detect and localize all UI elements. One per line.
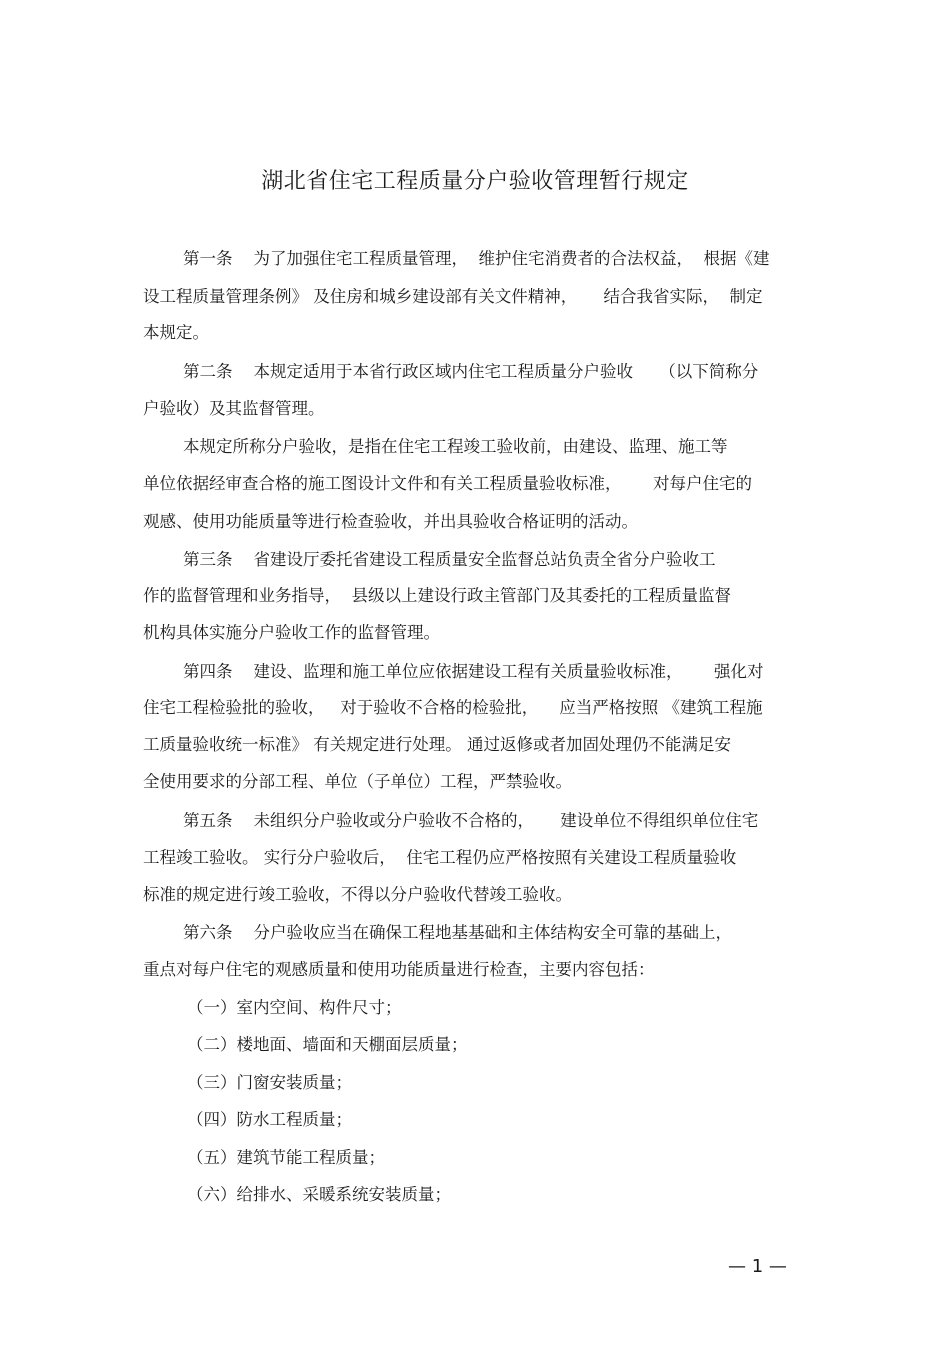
text-line: 作的监督管理和业务指导， 县级以上建设行政主管部门及其委托的工程质量监督 bbox=[143, 586, 731, 605]
list-item: （三）门窗安装质量； bbox=[187, 1073, 352, 1092]
text-line: 重点对每户住宅的观感质量和使用功能质量进行检查，主要内容包括： bbox=[143, 960, 655, 979]
text-line: 第二条 本规定适用于本省行政区域内住宅工程质量分户验收 （以下简称分 bbox=[183, 362, 759, 381]
text-line: 本规定所称分户验收，是指在住宅工程竣工验收前，由建设、监理、施工等 bbox=[183, 437, 728, 456]
text-line: 第六条 分户验收应当在确保工程地基基础和主体结构安全可靠的基础上， bbox=[183, 923, 732, 942]
text-line: 第一条 为了加强住宅工程质量管理， 维护住宅消费者的合法权益， 根据《建 bbox=[183, 249, 770, 268]
text-line: 本规定。 bbox=[143, 323, 209, 342]
text-line: 机构具体实施分户验收工作的监督管理。 bbox=[143, 623, 440, 642]
text-line: 单位依据经审查合格的施工图设计文件和有关工程质量验收标准， 对每户住宅的 bbox=[143, 474, 752, 493]
text-line: 观感、使用功能质量等进行检查验收，并出具验收合格证明的活动。 bbox=[143, 512, 638, 531]
text-line: 设工程质量管理条例》 及住房和城乡建设部有关文件精神， 结合我省实际， 制定 bbox=[143, 287, 763, 306]
document-title: 湖北省住宅工程质量分户验收管理暂行规定 bbox=[261, 169, 689, 194]
text-line: 第五条 未组织分户验收或分户验收不合格的， 建设单位不得组织单位住宅 bbox=[183, 811, 759, 830]
list-item: （四）防水工程质量； bbox=[187, 1110, 352, 1129]
text-line: 户验收）及其监督管理。 bbox=[143, 399, 325, 418]
list-item: （五）建筑节能工程质量； bbox=[187, 1148, 385, 1167]
text-line: 工质量验收统一标准》 有关规定进行处理。 通过返修或者加固处理仍不能满足安 bbox=[143, 735, 731, 754]
text-line: 第三条 省建设厅委托省建设工程质量安全监督总站负责全省分户验收工 bbox=[183, 550, 716, 569]
text-line: 第四条 建设、监理和施工单位应依据建设工程有关质量验收标准， 强化对 bbox=[183, 662, 764, 681]
text-line: 标准的规定进行竣工验收，不得以分户验收代替竣工验收。 bbox=[143, 885, 572, 904]
page-number: — 1 — bbox=[728, 1256, 787, 1277]
list-item: （一）室内空间、构件尺寸； bbox=[187, 998, 402, 1017]
list-item: （二）楼地面、墙面和天棚面层质量； bbox=[187, 1035, 468, 1054]
list-item: （六）给排水、采暖系统安装质量； bbox=[187, 1185, 451, 1204]
text-line: 全使用要求的分部工程、单位（子单位）工程，严禁验收。 bbox=[143, 772, 572, 791]
text-line: 工程竣工验收。 实行分户验收后， 住宅工程仍应严格按照有关建设工程质量验收 bbox=[143, 848, 737, 867]
text-line: 住宅工程检验批的验收， 对于验收不合格的检验批， 应当严格按照 《建筑工程施 bbox=[143, 698, 763, 717]
